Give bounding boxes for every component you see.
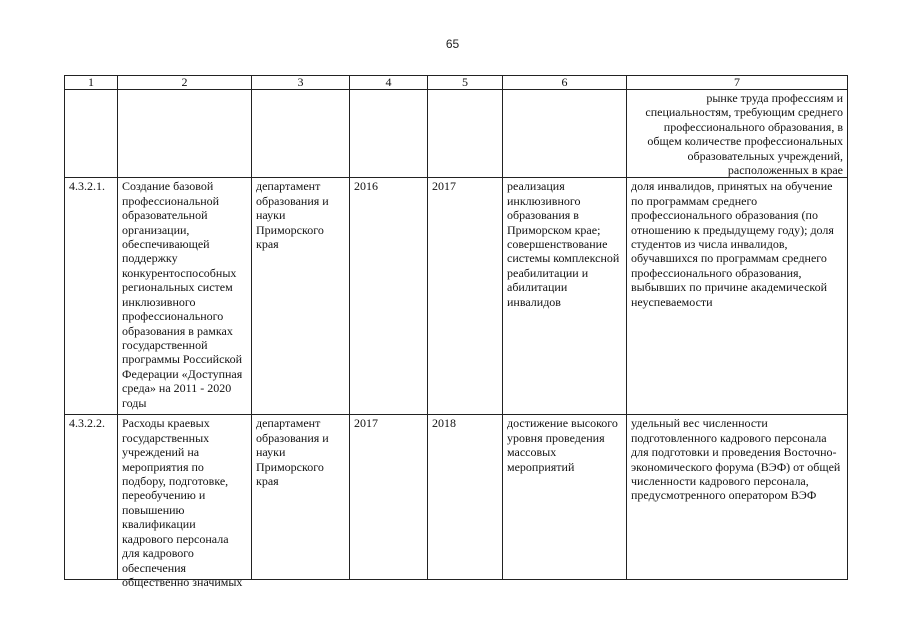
cell-start-year: 2016 xyxy=(350,178,428,415)
cell-number: 4.3.2.1. xyxy=(65,178,118,415)
cell-result: реализация инклюзивного образования в Приморском крае; совершенствование системы комплексной реабилитации и абилитации инвалидов xyxy=(503,178,627,415)
header-col-3: 3 xyxy=(252,76,350,90)
cell-number: 4.3.2.2. xyxy=(65,415,118,580)
cell-measure-name-wrap xyxy=(118,415,252,589)
cell-executor: департамент образования и науки Приморского края xyxy=(252,415,350,580)
table-row xyxy=(65,178,848,415)
page-number: 65 xyxy=(445,37,460,51)
cell-end-year: 2017 xyxy=(428,178,503,415)
cell-result: достижение высокого уровня проведения массовых мероприятий xyxy=(503,415,627,580)
cell-empty xyxy=(350,90,428,178)
cell-empty xyxy=(503,90,627,178)
cell-empty xyxy=(252,90,350,178)
header-col-6: 6 xyxy=(503,76,627,90)
cell-indicator: удельный вес численности подготовленного кадрового персонала для подготовки и проведения Восточно-экономического форума (ВЭФ) от общей численности кадрового персонала, предусмотренного оператором ВЭФ xyxy=(627,415,848,580)
header-col-4: 4 xyxy=(350,76,428,90)
cell-empty xyxy=(118,90,252,178)
header-row xyxy=(65,76,848,90)
continuation-row xyxy=(65,90,848,178)
header-col-5: 5 xyxy=(428,76,503,90)
cell-measure-name: Расходы краевых государственных учреждений на мероприятия по подбору, подготовке, переобучению и повышению квалификации кадрового персонала для кадрового обеспечения общественно значимых xyxy=(122,416,243,589)
table-row xyxy=(65,415,848,580)
cell-measure-name: Создание базовой профессиональной образовательной организации, обеспечивающей поддержку конкурентоспособных региональных систем инклюзивного профессионального образования в рамках государственной программы Российской Федерации «Доступная среда» на 2011 - 2020 годы xyxy=(118,178,252,415)
header-col-7: 7 xyxy=(627,76,848,90)
cell-indicator: доля инвалидов, принятых на обучение по программам среднего профессионального образования (по отношению к предыдущему году); доля студентов из числа инвалидов, обучавшихся по программам среднего профессионального образования, выбывших по причине академической неуспеваемости xyxy=(627,178,848,415)
measures-table xyxy=(64,75,848,589)
cell-indicator-continued: рынке труда профессиям и специальностям, требующим среднего профессионального образования, в общем количестве профессиональных образовательных учреждений, расположенных в крае xyxy=(627,90,848,178)
header-col-1: 1 xyxy=(65,76,118,90)
cell-empty xyxy=(65,90,118,178)
cell-end-year: 2018 xyxy=(428,415,503,580)
cell-empty xyxy=(428,90,503,178)
cell-executor: департамент образования и науки Приморского края xyxy=(252,178,350,415)
cell-start-year: 2017 xyxy=(350,415,428,580)
header-col-2: 2 xyxy=(118,76,252,90)
